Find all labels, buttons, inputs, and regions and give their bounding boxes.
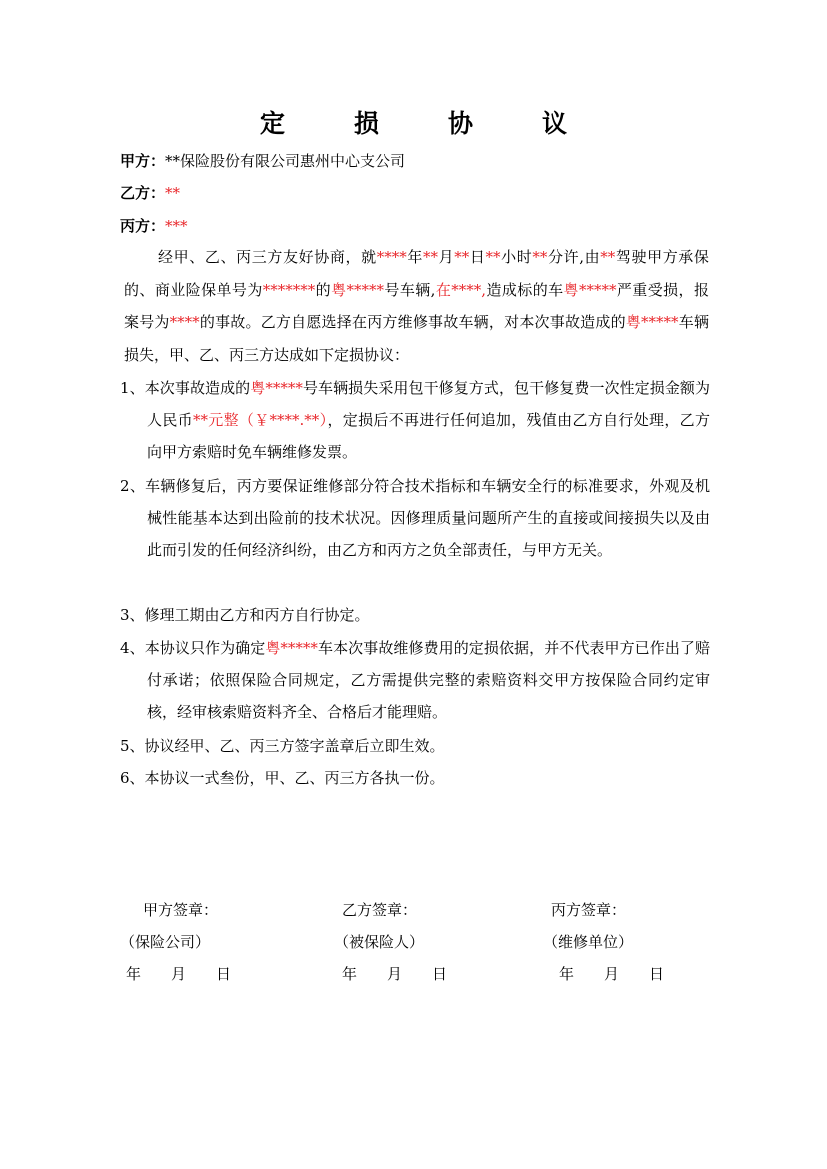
intro-plate-placeholder: 粤***** — [563, 280, 617, 299]
clause-text: 车本次事故维修费用的定损依据，并不代表甲方已作出了赔付承诺；依照保险合同规定，乙方需提供完整的索赔资料交甲方按保险合同约定审核，经审核索赔资料齐全、合格后才能理赔。 — [147, 639, 710, 721]
intro-day-placeholder: ** — [454, 248, 470, 266]
signature-c-role: （维修单位） — [543, 933, 634, 951]
intro-text: 车辆损失，甲、乙、丙三方达成如下定损协议： — [124, 313, 709, 364]
intro-text: 年 — [406, 248, 423, 266]
signature-a-role: （保险公司） — [120, 933, 211, 951]
intro-year-placeholder: **** — [376, 248, 407, 266]
clause-plate-placeholder: 粤***** — [265, 639, 318, 657]
clause-plate-placeholder: 粤***** — [250, 379, 303, 397]
clause-2: 2、车辆修复后，丙方要保证维修部分符合技术指标和车辆安全行的标准要求，外观及机械性能基本达到出险前的技术状况。因修理质量问题所产生的直接或间接损失以及由此而引发的任何经济纠纷，由乙方和丙方之负全部责任，与甲方无关。 — [120, 477, 710, 559]
party-a-label: 甲方： — [120, 152, 166, 170]
intro-month-placeholder: ** — [422, 248, 438, 266]
intro-text: 日 — [469, 248, 486, 266]
intro-text: 经甲、乙、丙三方友好协商，就 — [158, 248, 377, 266]
signature-c-label: 丙方签章： — [551, 901, 627, 919]
clause-text: ，定损后不再进行任何追加，残值由乙方自行处理，乙方向甲方索赔时免车辆维修发票。 — [147, 411, 710, 461]
intro-text: 分许,由 — [547, 248, 601, 266]
clause-1 — [120, 372, 710, 468]
intro-text: 造成标的车 — [486, 280, 564, 299]
party-c-value: *** — [165, 217, 188, 235]
party-a-value: **保险股份有限公司惠州中心支公司 — [165, 152, 406, 170]
party-c — [120, 215, 188, 236]
signature-a-label: 甲方签章： — [143, 901, 219, 919]
signature-b-date: 年 月 日 — [342, 965, 448, 983]
intro-paragraph — [124, 241, 709, 371]
clause-4 — [120, 632, 710, 728]
clause-text: 1、本次事故造成的 — [120, 379, 251, 397]
party-b — [120, 182, 180, 203]
intro-plate-placeholder: 粤***** — [331, 280, 384, 299]
intro-text: 严重受损，报案号为 — [124, 280, 709, 331]
clause-text: 4、本协议只作为确定 — [120, 639, 266, 657]
signature-c-date: 年 月 日 — [559, 965, 665, 983]
intro-text: 的 — [315, 280, 332, 299]
intro-hour-placeholder: ** — [485, 248, 501, 266]
intro-location-placeholder: 在****, — [435, 280, 487, 299]
clause-6: 6、本协议一式叁份，甲、乙、丙三方各执一份。 — [120, 769, 445, 787]
document-title: 定 损 协 议 — [259, 109, 589, 138]
clause-amount-placeholder: **元整（￥****.**） — [192, 411, 328, 429]
party-a — [120, 150, 405, 171]
party-b-label: 乙方： — [120, 184, 166, 202]
intro-minute-placeholder: ** — [532, 248, 548, 266]
intro-text: 驾驶甲方承保的、商业险保单号为 — [124, 248, 709, 299]
clause-text: 号车辆损失采用包干修复方式，包干修复费一次性定损金额为人民币 — [147, 379, 710, 429]
intro-text: 小时 — [500, 248, 533, 266]
signature-a-date: 年 月 日 — [126, 965, 232, 983]
party-b-value: ** — [165, 184, 181, 202]
clause-3: 3、修理工期由乙方和丙方自行协定。 — [120, 606, 370, 624]
signature-b-role: （被保险人） — [334, 933, 425, 951]
clause-5: 5、协议经甲、乙、丙三方签字盖章后立即生效。 — [120, 737, 445, 755]
signature-b-label: 乙方签章： — [342, 901, 418, 919]
party-c-label: 丙方： — [120, 217, 166, 235]
intro-report-placeholder: **** — [169, 313, 200, 331]
intro-text: 号车辆, — [384, 280, 436, 299]
intro-text: 的事故。乙方自愿选择在丙方维修事故车辆，对本次事故造成的 — [199, 313, 626, 331]
intro-plate-placeholder: 粤***** — [625, 313, 679, 331]
intro-driver-placeholder: ** — [600, 248, 616, 266]
intro-policy-placeholder: ******* — [262, 280, 316, 299]
intro-text: 月 — [437, 248, 455, 266]
